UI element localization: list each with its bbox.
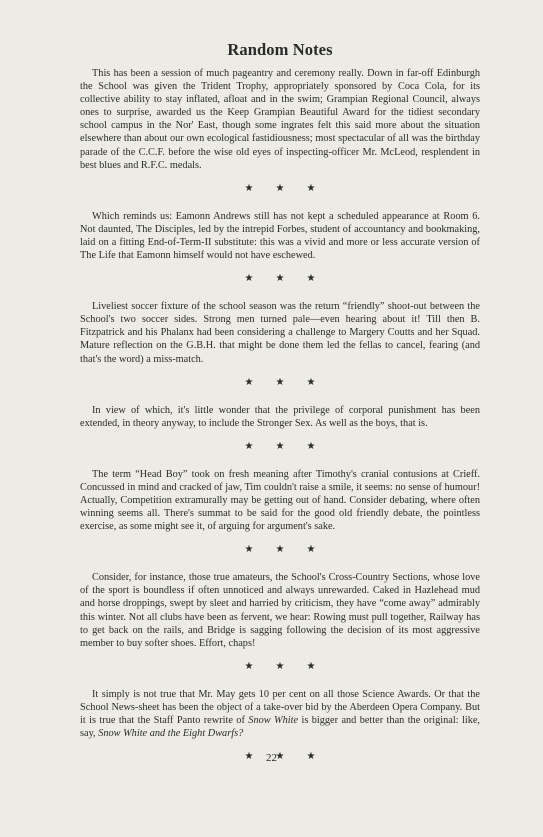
paragraph — [80, 67, 480, 172]
article — [80, 40, 480, 778]
star-icon: ★ — [244, 376, 254, 388]
paragraph — [80, 300, 480, 365]
paragraph-text: Consider, for instance, those true amateurs, the School's Cross-Country Sections, whose love of the sport is boundless if often unnoticed and always unrewarded. Caked in Hazlehead mud and horse droppings, swept by sleet and harried by criticism, they have “come away” admirably this winter. Not all clubs have been as fervent, we hear: Rowing must pull together, Railway has to get back on the rails, and Bridge is sagging following the decision of its most aggressive member to buy softer shoes. Effort, chaps! — [80, 572, 480, 649]
star-icon: ★ — [306, 376, 316, 388]
star-icon: ★ — [306, 182, 316, 194]
star-separator — [80, 182, 480, 195]
star-icon: ★ — [244, 440, 254, 452]
star-separator — [80, 543, 480, 556]
paragraph — [80, 688, 480, 740]
star-icon: ★ — [275, 440, 285, 452]
italic-title-text: Snow White and the Eight Dwarfs? — [98, 728, 244, 740]
paragraph-text: This has been a session of much pageantry and ceremony really. Down in far-off Edinburgh the School was given the Trident Trophy, appropriately sponsored by Coca Cola, for its collective ability to stay inflated, afloat and in the swim; Grampian Regional Council, always ones to surprise, awarded us the Keep Grampian Beautiful Award for the tidiest secondary school campus in the Nor' East, though some ingrates felt this said more about the situation elsewhere than about our own ecological fastidiousness; most spectacular of all was the birthday parade of the C.C.F. before the wise old eyes of inspecting-officer Mr. McLeod, resplendent in best blues and R.F.C. medals. — [80, 68, 480, 171]
paragraph-text: Which reminds us: Eamonn Andrews still has not kept a scheduled appearance at Room 6. Not daunted, The Disciples, led by the intrepid Forbes, student of accountancy and bookmaking, laid on a fitting End-of-Term-II substitute: this was a vivid and more or less accurate version of The Life that Eamonn himself would not have eschewed. — [80, 210, 480, 262]
paragraph — [80, 468, 480, 533]
italic-title-text: Snow White — [248, 715, 299, 726]
star-icon: ★ — [244, 544, 254, 556]
paragraph — [80, 210, 480, 262]
paragraph-text: In view of which, it's little wonder that the privilege of corporal punishment has been extended, in theory anyway, to include the Stronger Sex. As well as the boys, that is. — [80, 404, 480, 429]
star-icon: ★ — [275, 751, 285, 763]
star-icon: ★ — [275, 376, 285, 388]
star-icon: ★ — [244, 660, 254, 672]
paragraph-text: is bigger and better than the original: like, say, — [80, 715, 480, 740]
star-icon: ★ — [244, 751, 254, 763]
article-title: Random Notes — [227, 40, 333, 59]
paragraph-text: The term “Head Boy” took on fresh meaning after Timothy's cranial contusions at Crieff. Concussed in mind and cracked of jaw, Tim couldn't raise a smile, it seems: no sense of humour! Actually, Competition extramurally may be getting out of hand. Consider debating, where often winning seems all. There's summat to be said for the good old friendly debate, the pointless exercise, as some might see it, of arguing for argument's sake. — [80, 468, 480, 533]
star-icon: ★ — [306, 660, 316, 672]
star-separator — [80, 660, 480, 673]
star-separator — [80, 376, 480, 389]
star-icon: ★ — [275, 273, 285, 285]
star-icon: ★ — [244, 273, 254, 285]
paragraph — [80, 404, 480, 430]
star-icon: ★ — [244, 182, 254, 194]
star-icon: ★ — [275, 182, 285, 194]
article-body — [80, 67, 480, 763]
paragraph-text: It simply is not true that Mr. May gets 10 per cent on all those Science Awards. Or that the School News-sheet has been the object of a take-over bid by the Aberdeen Opera Company. But it is true that the Staff Panto rewrite of — [80, 688, 480, 726]
star-separator — [80, 272, 480, 285]
star-icon: ★ — [306, 273, 316, 285]
paragraph-text: Liveliest soccer fixture of the school season was the return “friendly” shoot-out between the School's two soccer sides. Strong men turned pale—even hearing about it! Till then B. Fitzpatrick and his Phalanx had been considering a challenge to Margery Coutts and her Squad. Mature reflection on the G.B.H. that might be done them led the fellas to cancel, fearing (and that's the word) a miss-match. — [80, 301, 480, 365]
star-icon: ★ — [275, 660, 285, 672]
star-icon: ★ — [306, 544, 316, 556]
star-icon: ★ — [306, 751, 316, 763]
star-icon: ★ — [306, 440, 316, 452]
star-separator — [80, 440, 480, 453]
star-icon: ★ — [275, 544, 285, 556]
paragraph — [80, 571, 480, 650]
page-number: 22 — [266, 752, 277, 764]
